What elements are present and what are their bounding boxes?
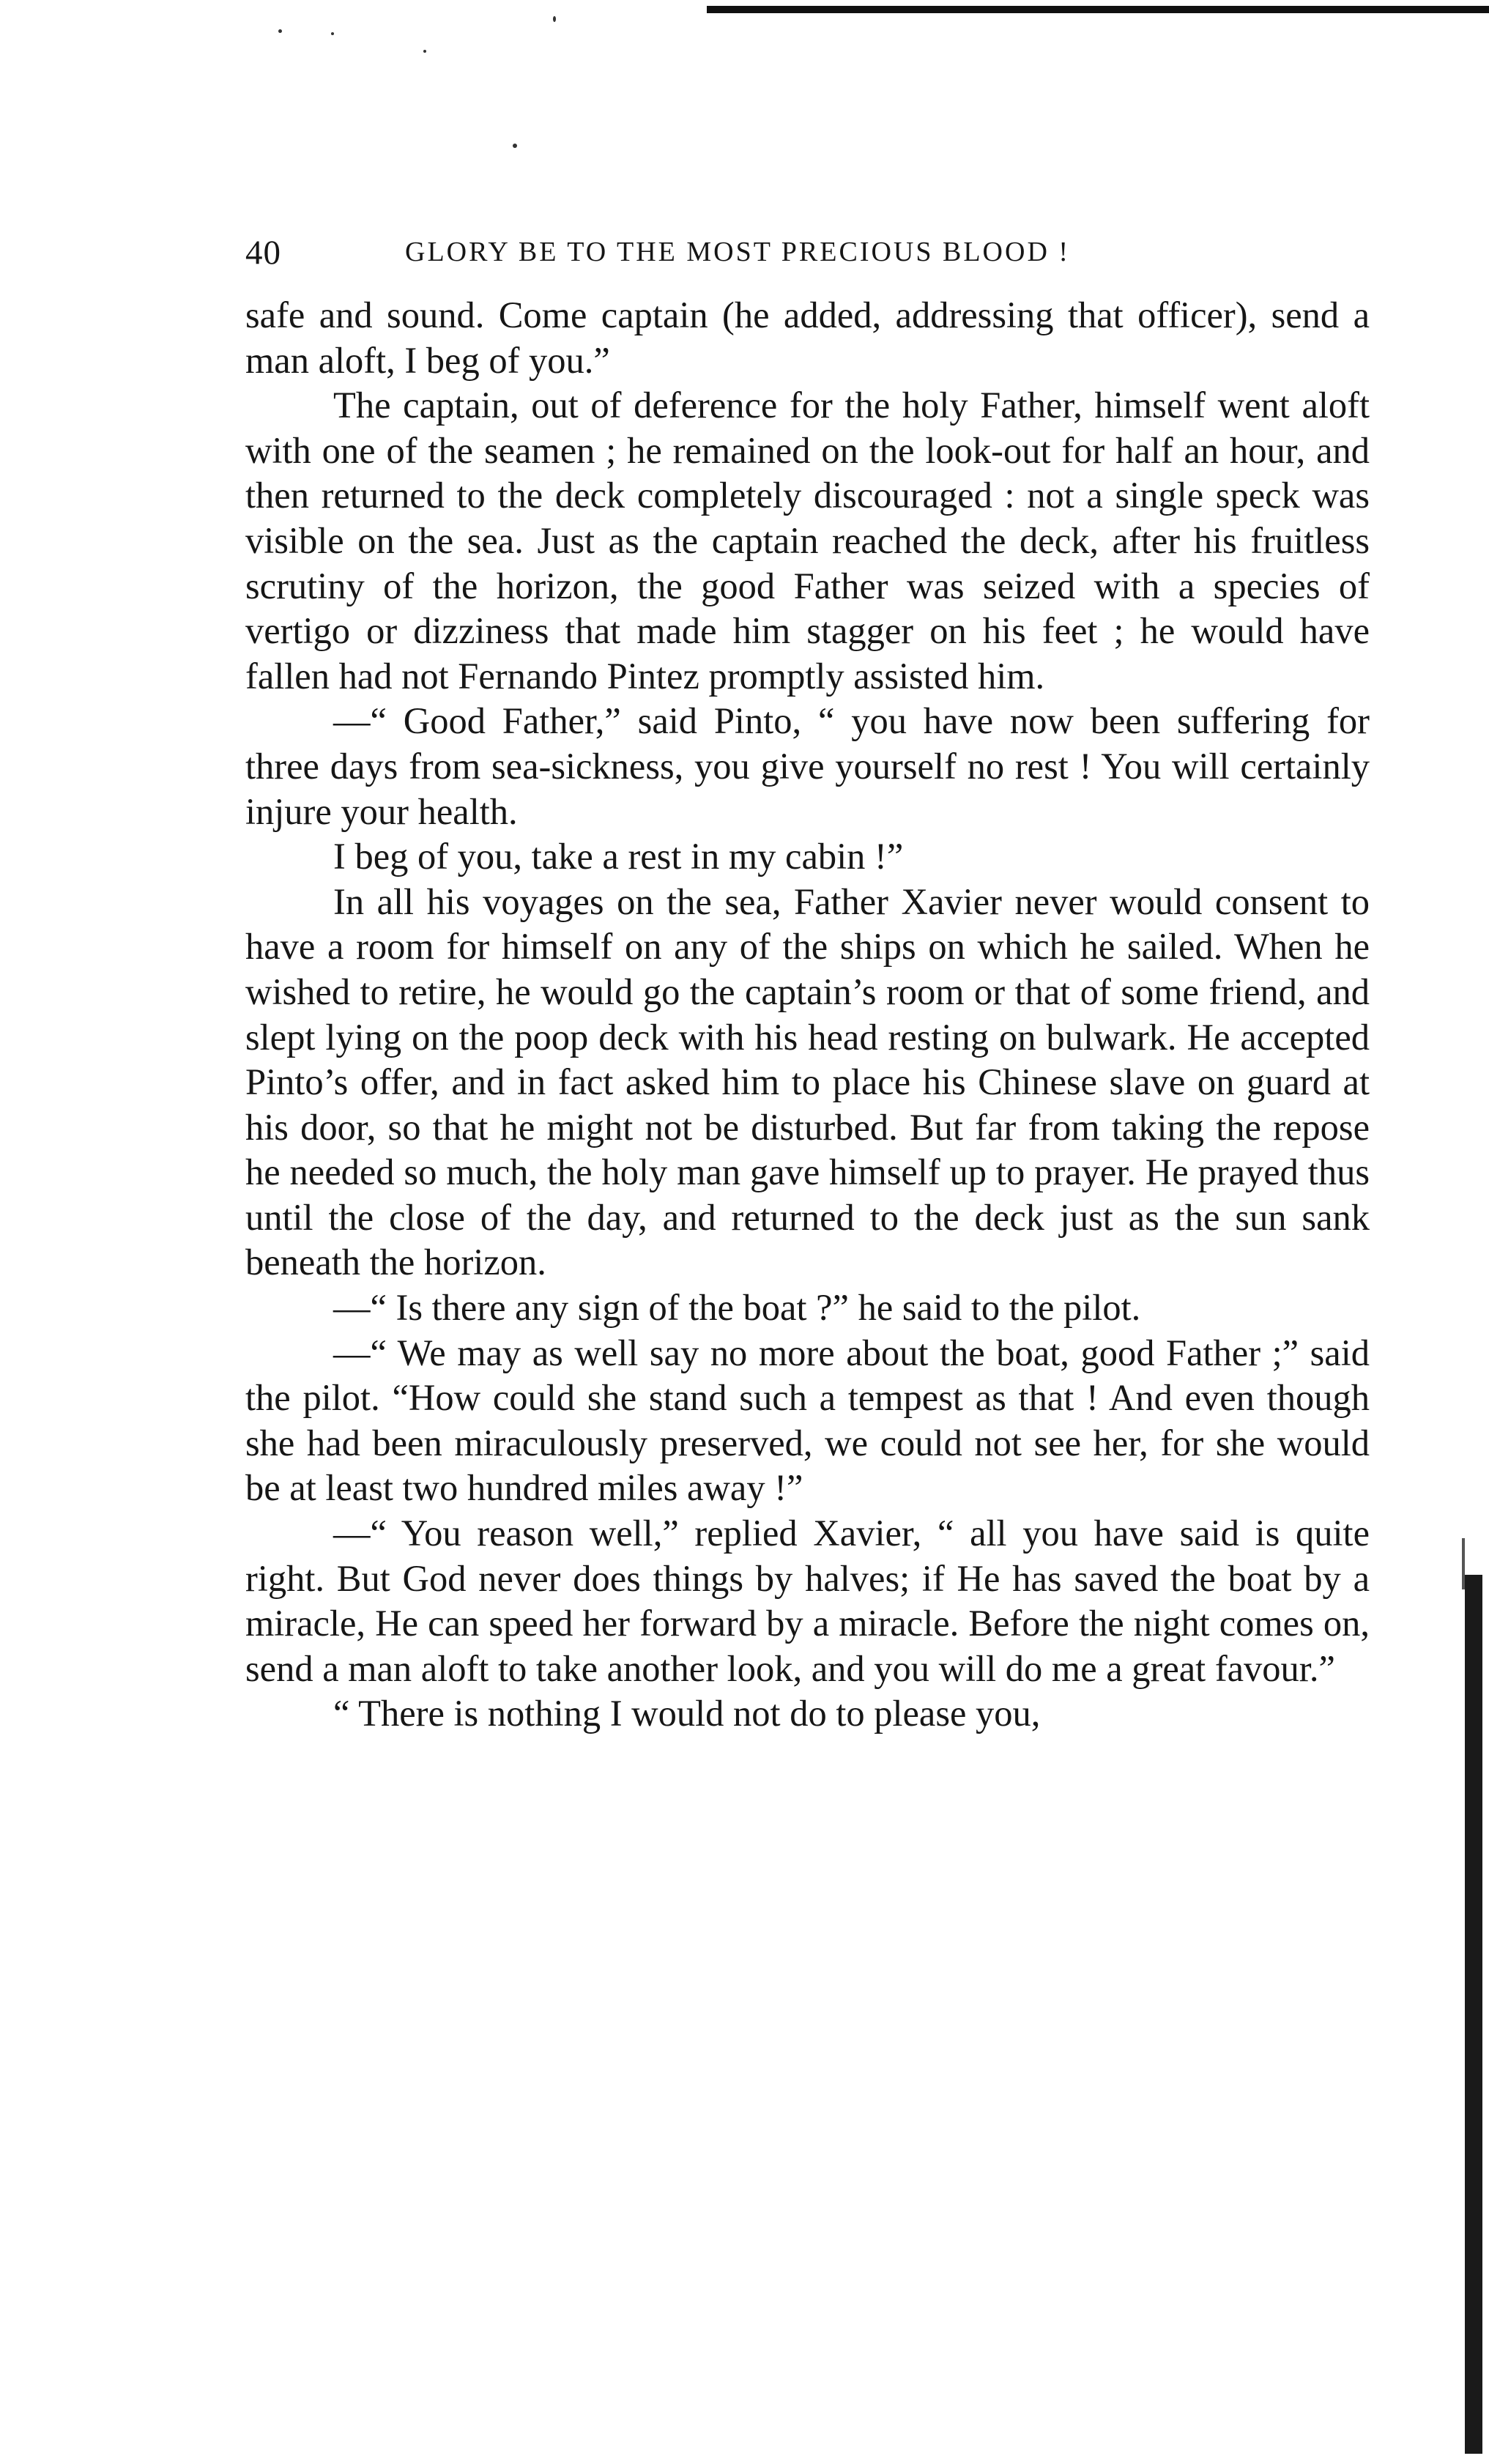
paragraph: —“ Is there any sign of the boat ?” he said to the pilot. (333, 1287, 1141, 1329)
body-text (245, 293, 1370, 1737)
scan-speck (331, 32, 334, 35)
running-title: GLORY BE TO THE MOST PRECIOUS BLOOD ! (405, 237, 1071, 267)
scan-speck (513, 144, 517, 148)
page-number: 40 (245, 234, 281, 272)
paragraph: —“ We may as well say no more about the boat, good Father ;” said the pilot. “How could she stand such a tempest as that ! And even though she had been miraculously preserved, we could not see her, for she would be at least two hundred miles away !” (245, 1332, 1370, 1509)
paragraph: safe and sound. Come captain (he added, addressing that officer), send a man aloft, I beg of you.” (245, 294, 1370, 381)
scan-speck (553, 16, 556, 22)
scan-edge-shadow (1465, 1575, 1482, 2454)
paragraph: —“ You reason well,” replied Xavier, “ all you have said is quite right. But God never does things by halves; if He has saved the boat by a miracle, He can speed her forward by a miracle. Before the night comes on, send a man aloft to take another look, and you will do me a great favour.” (245, 1513, 1370, 1689)
scan-speck (278, 29, 282, 33)
running-head (245, 227, 1370, 286)
paragraph: “ There is nothing I would not do to please you, (333, 1693, 1041, 1734)
paragraph: In all his voyages on the sea, Father Xavier never would consent to have a room for himself on any of the ships on which he sailed. When he wished to retire, he would go the captain’s room or that of some friend, and slept lying on the poop deck with his head resting on bulwark. He accepted Pinto’s offer, and in fact asked him to place his Chinese slave on guard at his door, so that he might not be disturbed. But far from taking the repose he needed so much, the holy man gave himself up to prayer. He prayed thus until the close of the day, and returned to the deck just as the sun sank beneath the horizon. (245, 880, 1370, 1283)
book-page (245, 227, 1370, 1737)
scan-speck (423, 50, 426, 53)
paragraph: The captain, out of deference for the holy Father, himself went aloft with one of the seamen ; he remained on the look-out for half an hour, and then returned to the deck completely discouraged : not a single speck was visible on the sea. Just as the captain reached the deck, after his fruitless scrutiny of the horizon, the good Father was seized with a species of vertigo or dizziness that made him stagger on his feet ; he would have fallen had not Fernando Pintez promptly assisted him. (245, 385, 1370, 697)
paragraph: I beg of you, take a rest in my cabin !” (333, 836, 904, 877)
top-border-rule (707, 6, 1489, 13)
paragraph: —“ Good Father,” said Pinto, “ you have now been suffering for three days from sea-sickness, you give yourself no rest ! You will certainly injure your health. (245, 700, 1370, 832)
